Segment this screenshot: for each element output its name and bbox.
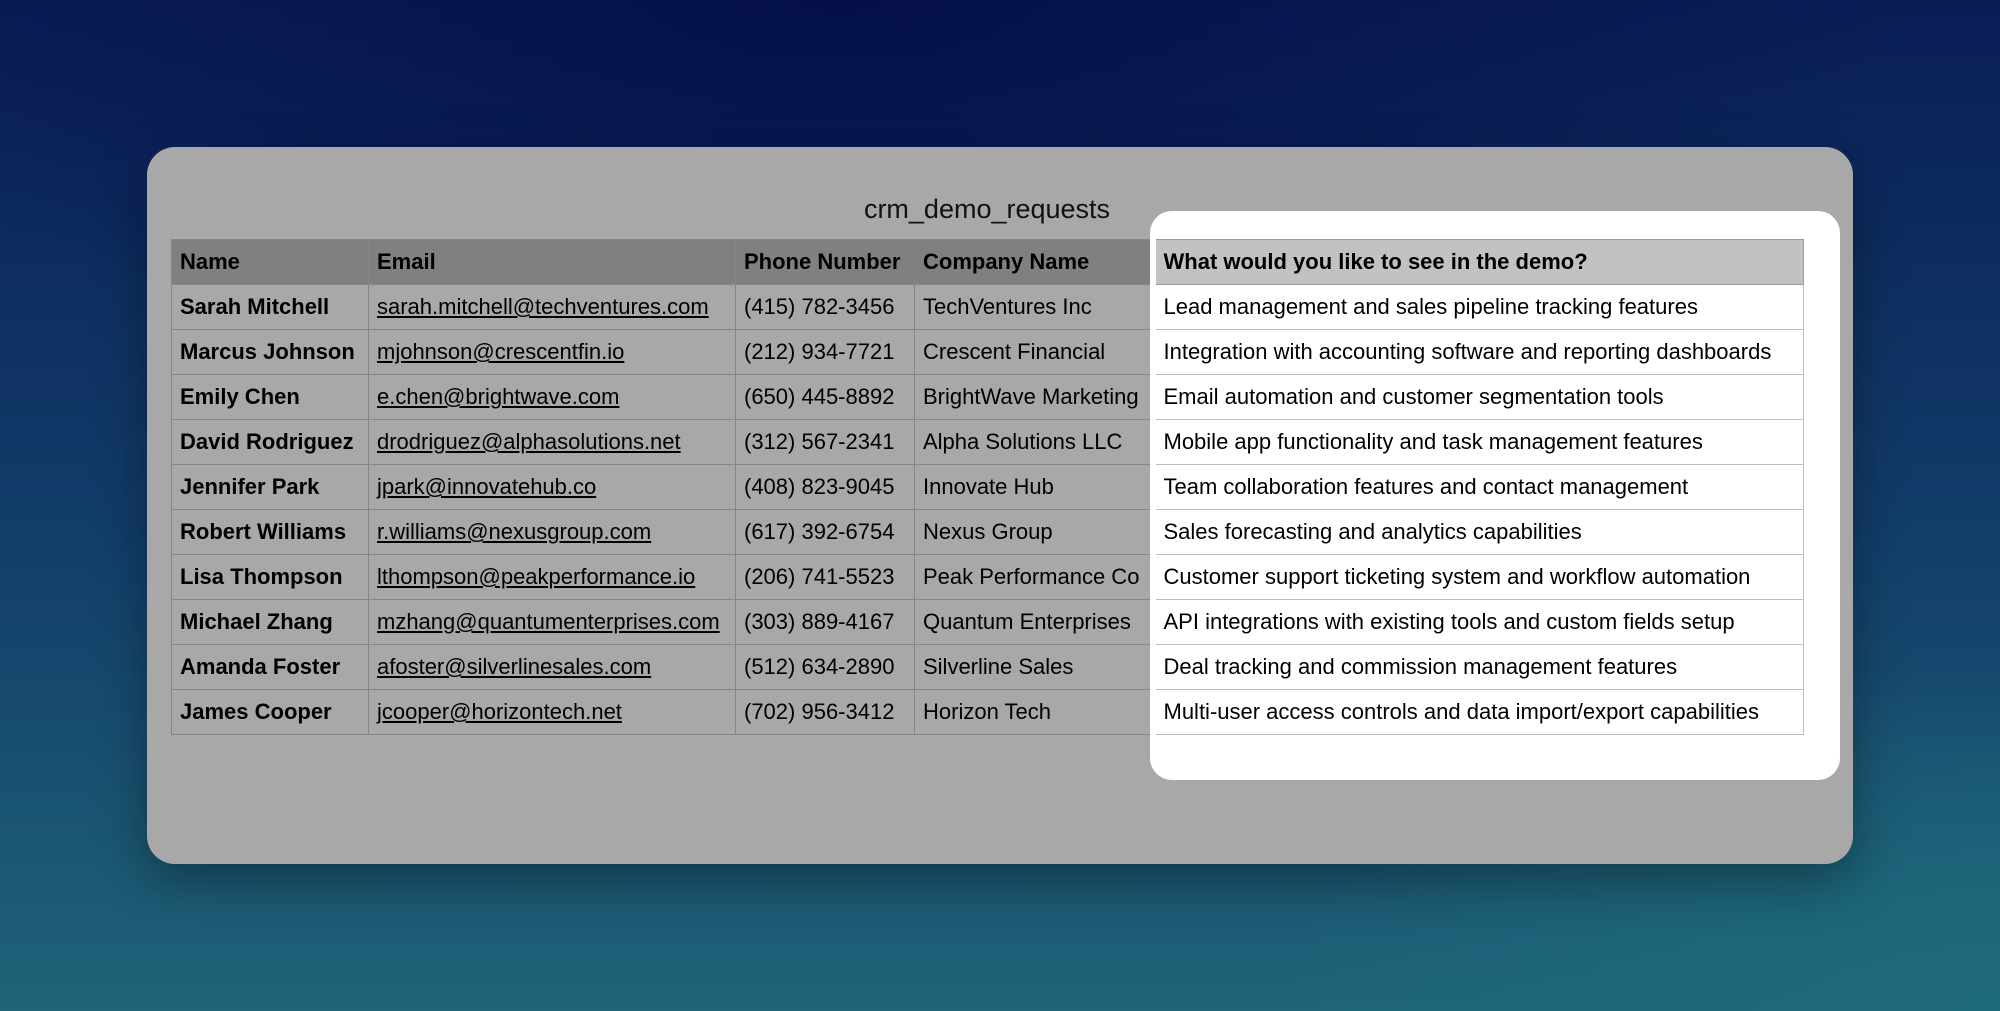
cell-demo[interactable]: Customer support ticketing system and workflow automation bbox=[1153, 555, 1804, 600]
cell-company[interactable]: Peak Performance Co bbox=[915, 555, 1153, 600]
cell-email[interactable]: mzhang@quantumenterprises.com bbox=[369, 600, 736, 645]
cell-phone[interactable]: (702) 956-3412 bbox=[736, 690, 915, 735]
table-row bbox=[172, 645, 1804, 690]
cell-company[interactable]: BrightWave Marketing bbox=[915, 375, 1153, 420]
cell-name[interactable]: Lisa Thompson bbox=[172, 555, 369, 600]
cell-name[interactable]: Marcus Johnson bbox=[172, 330, 369, 375]
cell-phone[interactable]: (408) 823-9045 bbox=[736, 465, 915, 510]
cell-email[interactable]: lthompson@peakperformance.io bbox=[369, 555, 736, 600]
cell-email[interactable]: r.williams@nexusgroup.com bbox=[369, 510, 736, 555]
cell-email[interactable]: drodriguez@alphasolutions.net bbox=[369, 420, 736, 465]
cell-name[interactable]: James Cooper bbox=[172, 690, 369, 735]
cell-company[interactable]: TechVentures Inc bbox=[915, 285, 1153, 330]
cell-demo[interactable]: Lead management and sales pipeline tracking features bbox=[1153, 285, 1804, 330]
header-name[interactable]: Name bbox=[172, 240, 369, 285]
cell-demo[interactable]: Team collaboration features and contact management bbox=[1153, 465, 1804, 510]
header-phone[interactable]: Phone Number bbox=[736, 240, 915, 285]
cell-demo[interactable]: Multi-user access controls and data import/export capabilities bbox=[1153, 690, 1804, 735]
table-row bbox=[172, 375, 1804, 420]
table-row bbox=[172, 510, 1804, 555]
cell-demo[interactable]: Deal tracking and commission management features bbox=[1153, 645, 1804, 690]
table-row bbox=[172, 690, 1804, 735]
cell-company[interactable]: Innovate Hub bbox=[915, 465, 1153, 510]
header-email[interactable]: Email bbox=[369, 240, 736, 285]
cell-email[interactable]: sarah.mitchell@techventures.com bbox=[369, 285, 736, 330]
table-row bbox=[172, 600, 1804, 645]
cell-phone[interactable]: (512) 634-2890 bbox=[736, 645, 915, 690]
cell-phone[interactable]: (212) 934-7721 bbox=[736, 330, 915, 375]
cell-phone[interactable]: (303) 889-4167 bbox=[736, 600, 915, 645]
cell-company[interactable]: Quantum Enterprises bbox=[915, 600, 1153, 645]
cell-email[interactable]: mjohnson@crescentfin.io bbox=[369, 330, 736, 375]
cell-demo[interactable]: API integrations with existing tools and custom fields setup bbox=[1153, 600, 1804, 645]
cell-company[interactable]: Nexus Group bbox=[915, 510, 1153, 555]
sheet-title: crm_demo_requests bbox=[863, 194, 1111, 224]
data-table bbox=[171, 239, 1804, 735]
cell-email[interactable]: jcooper@horizontech.net bbox=[369, 690, 736, 735]
cell-phone[interactable]: (312) 567-2341 bbox=[736, 420, 915, 465]
cell-email[interactable]: e.chen@brightwave.com bbox=[369, 375, 736, 420]
cell-phone[interactable]: (206) 741-5523 bbox=[736, 555, 915, 600]
table-row bbox=[172, 465, 1804, 510]
cell-demo[interactable]: Mobile app functionality and task management features bbox=[1153, 420, 1804, 465]
header-row bbox=[172, 240, 1804, 285]
table-row bbox=[172, 420, 1804, 465]
cell-name[interactable]: Sarah Mitchell bbox=[172, 285, 369, 330]
cell-phone[interactable]: (650) 445-8892 bbox=[736, 375, 915, 420]
cell-company[interactable]: Crescent Financial bbox=[915, 330, 1153, 375]
cell-company[interactable]: Silverline Sales bbox=[915, 645, 1153, 690]
cell-phone[interactable]: (617) 392-6754 bbox=[736, 510, 915, 555]
table-row bbox=[172, 285, 1804, 330]
cell-demo[interactable]: Email automation and customer segmentation tools bbox=[1153, 375, 1804, 420]
cell-name[interactable]: Michael Zhang bbox=[172, 600, 369, 645]
table-row bbox=[172, 330, 1804, 375]
cell-name[interactable]: David Rodriguez bbox=[172, 420, 369, 465]
cell-email[interactable]: afoster@silverlinesales.com bbox=[369, 645, 736, 690]
header-demo[interactable]: What would you like to see in the demo? bbox=[1153, 240, 1804, 285]
cell-name[interactable]: Robert Williams bbox=[172, 510, 369, 555]
header-company[interactable]: Company Name bbox=[915, 240, 1153, 285]
cell-name[interactable]: Jennifer Park bbox=[172, 465, 369, 510]
table-row bbox=[172, 555, 1804, 600]
cell-phone[interactable]: (415) 782-3456 bbox=[736, 285, 915, 330]
cell-email[interactable]: jpark@innovatehub.co bbox=[369, 465, 736, 510]
cell-name[interactable]: Emily Chen bbox=[172, 375, 369, 420]
cell-company[interactable]: Alpha Solutions LLC bbox=[915, 420, 1153, 465]
cell-demo[interactable]: Integration with accounting software and reporting dashboards bbox=[1153, 330, 1804, 375]
cell-name[interactable]: Amanda Foster bbox=[172, 645, 369, 690]
cell-company[interactable]: Horizon Tech bbox=[915, 690, 1153, 735]
cell-demo[interactable]: Sales forecasting and analytics capabilities bbox=[1153, 510, 1804, 555]
